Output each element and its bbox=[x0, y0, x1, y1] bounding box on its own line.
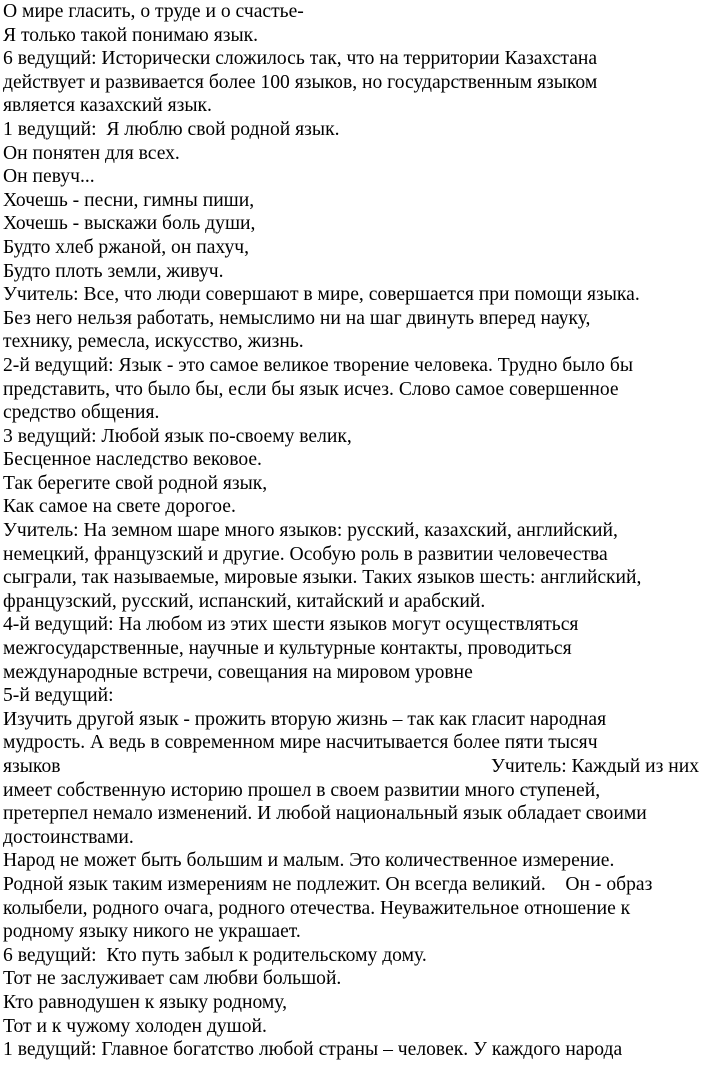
text-line: сыграли, так называемые, мировые языки. Таких языков шесть: английский, bbox=[3, 567, 642, 589]
text-line: О мире гласить, о труде и о счастье- bbox=[3, 1, 304, 22]
text-line: достоинствами. bbox=[3, 826, 134, 848]
text-line: технику, ремесла, искусство, жизнь. bbox=[3, 331, 304, 353]
text-line: Он певуч... bbox=[3, 166, 95, 188]
text-line: 2-й ведущий: Язык - это самое великое творение человека. Трудно было бы bbox=[3, 354, 634, 376]
text-line: 6 ведущий: Кто путь забыл к родительскому дому. bbox=[3, 944, 427, 966]
text-line: мудрость. А ведь в современном мире насчитывается более пяти тысяч bbox=[3, 732, 598, 754]
split-text-line bbox=[3, 755, 699, 779]
split-line-right: Учитель: Каждый из них bbox=[491, 756, 699, 777]
text-line: Хочешь - выскажи боль души, bbox=[3, 213, 256, 235]
text-line: Изучить другой язык - прожить вторую жизнь – так как гласит народная bbox=[3, 708, 607, 730]
text-line: представить, что было бы, если бы язык исчез. Слово самое совершенное bbox=[3, 378, 619, 400]
text-line: Хочешь - песни, гимны пиши, bbox=[3, 189, 255, 211]
text-line: действует и развивается более 100 языков, но государственным языком bbox=[3, 71, 598, 93]
text-line: Без него нельзя работать, немыслимо ни на шаг двинуть вперед науку, bbox=[3, 307, 591, 329]
text-block-after bbox=[3, 779, 704, 1062]
text-line: французский, русский, испанский, китайский и арабский. bbox=[3, 590, 486, 612]
text-line: родному языку никого не украшает. bbox=[3, 921, 301, 943]
text-line: Так берегите свой родной язык, bbox=[3, 472, 268, 494]
text-line: колыбели, родного очага, родного отечества. Неуважительное отношение к bbox=[3, 897, 631, 919]
text-line: Будто хлеб ржаной, он пахуч, bbox=[3, 236, 249, 258]
text-block-before bbox=[3, 0, 704, 755]
text-line: имеет собственную историю прошел в своем развитии много ступеней, bbox=[3, 779, 601, 801]
text-line: 3 ведущий: Любой язык по-своему велик, bbox=[3, 425, 352, 447]
text-line: Учитель: На земном шаре много языков: русский, казахский, английский, bbox=[3, 520, 618, 542]
text-line: претерпел немало изменений. И любой национальный язык обладает своими bbox=[3, 803, 647, 825]
text-line: Я только такой понимаю язык. bbox=[3, 24, 259, 46]
text-line: Он понятен для всех. bbox=[3, 142, 180, 164]
text-line: 1 ведущий: Главное богатство любой страны – человек. У каждого народа bbox=[3, 1039, 623, 1061]
text-line: 6 ведущий: Исторически сложилось так, что на территории Казахстана bbox=[3, 48, 598, 70]
text-line: 4-й ведущий: На любом из этих шести языков могут осуществляться bbox=[3, 614, 579, 636]
text-line: средство общения. bbox=[3, 402, 160, 424]
text-line: немецкий, французский и другие. Особую роль в развитии человечества bbox=[3, 543, 608, 565]
text-line: Тот и к чужому холоден душой. bbox=[3, 1015, 267, 1037]
text-line: Родной язык таким измерениям не подлежит. Он всегда великий. Он - образ bbox=[3, 873, 653, 895]
text-line: межгосударственные, научные и культурные контакты, проводиться bbox=[3, 638, 572, 660]
text-line: Будто плоть земли, живуч. bbox=[3, 260, 224, 282]
text-line: 5-й ведущий: bbox=[3, 685, 114, 707]
text-line: является казахский язык. bbox=[3, 95, 212, 117]
text-line: Бесценное наследство вековое. bbox=[3, 449, 262, 471]
text-line: 1 ведущий: Я люблю свой родной язык. bbox=[3, 118, 340, 140]
text-line: Тот не заслуживает сам любви большой. bbox=[3, 968, 342, 990]
split-line-left: языков bbox=[3, 756, 61, 777]
text-line: Народ не может быть большим и малым. Это количественное измерение. bbox=[3, 850, 615, 872]
text-line: Учитель: Все, что люди совершают в мире, совершается при помощи языка. bbox=[3, 284, 640, 306]
text-line: международные встречи, совещания на мировом уровне bbox=[3, 661, 473, 683]
text-line: Как самое на свете дорогое. bbox=[3, 496, 236, 518]
text-line: Кто равнодушен к языку родному, bbox=[3, 991, 288, 1013]
